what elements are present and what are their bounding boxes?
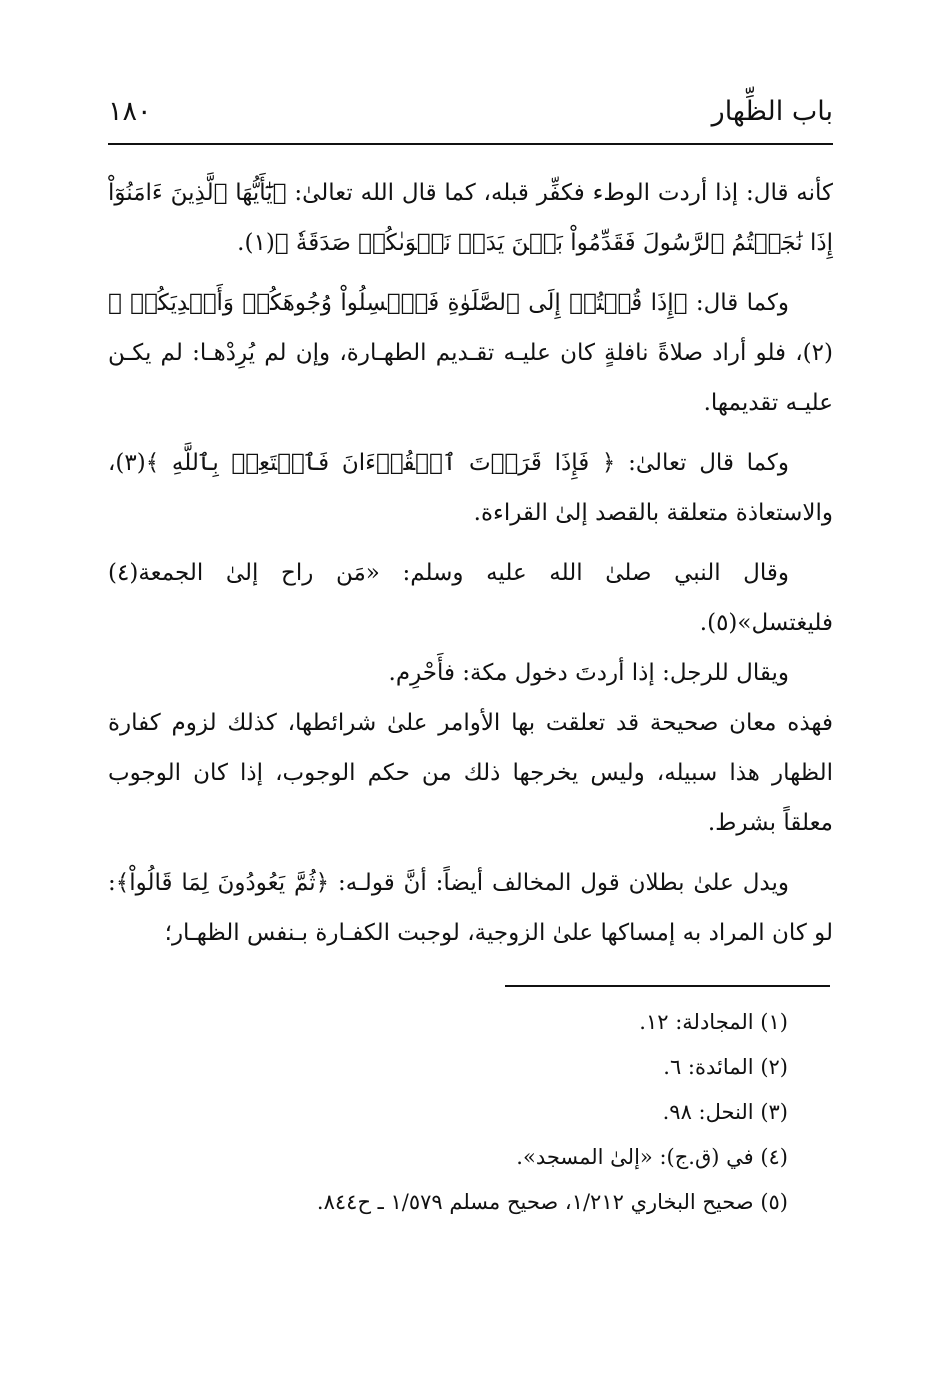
paragraph: فهذه معان صحيحة قد تعلقت بها الأوامر علىٰ شرائطها، كذلك لزوم كفارة الظهار هذا سبيله، وليس يخرجها ذلك من حكم الوجوب، إذا كان الوجوب معلقاً بشرط. [108, 710, 833, 836]
footnote: (٥) صحيح البخاري ١/٢١٢، صحيح مسلم ١/٥٧٩ ـ ح٨٤٤. [316, 1190, 788, 1214]
paragraph: ويدل علىٰ بطلان قول المخالف أيضاً: أنَّ قولـه: ﴿ثُمَّ يَعُودُونَ لِمَا قَالُواْ﴾: لو كان المراد به إمساكها علىٰ الزوجية، لوجبت الكفـارة بـنفس الظهـار؛ [108, 870, 833, 946]
paragraph: وكما قال تعالىٰ: ﴿ فَإِذَا قَرَأۡتَ ٱلۡقُرۡءَانَ فَٱسۡتَعِذۡ بِٱللَّهِ ﴾(٣)، والاستعاذة متعلقة بالقصد إلىٰ القراءة. [108, 450, 833, 526]
footnote: (٢) المائدة: ٦. [663, 1055, 788, 1079]
footnote: (١) المجادلة: ١٢. [639, 1010, 788, 1034]
paragraph: وقال النبي صلىٰ الله عليه وسلم: «مَن راح إلىٰ الجمعة(٤) فليغتسل»(٥). [108, 560, 833, 636]
page-number: ١٨٠ [108, 96, 152, 127]
footnote: (٣) النحل: ٩٨. [662, 1100, 788, 1124]
main-text [108, 168, 833, 968]
paragraph: وكما قال: ﴿إِذَا قُمۡتُمۡ إِلَى ٱلصَّلَوٰةِ فَٱغۡسِلُواْ وُجُوهَكُمۡ وَأَيۡدِيَكُمۡ ﴾(٢)، فلو أراد صلاةً نافلةٍ كان عليـه تقـديم الطهـارة، وإن لم يُرِدْهـا: لم يكـن عليـه تقديمها. [108, 290, 833, 416]
page-header [108, 92, 833, 140]
paragraph: كأنه قال: إذا أردت الوطء فكفِّر قبله، كما قال الله تعالىٰ: ﴿يَٰٓأَيُّهَا ٱلَّذِينَ ءَامَنُوٓاْ إِذَا نَٰجَيۡتُمُ ٱلرَّسُولَ فَقَدِّمُواْ بَيۡنَ يَدَيۡ نَجۡوَىٰكُمۡ صَدَقَةٗ ﴾(١). [108, 180, 833, 256]
paragraph: ويقال للرجل: إذا أردتَ دخول مكة: فأَحْرِم. [388, 660, 789, 686]
footnotes [108, 1000, 788, 1225]
header-rule [108, 143, 833, 145]
footnote-rule [505, 985, 830, 987]
footnote: (٤) في (ق.ج): «إلىٰ المسجد». [516, 1145, 788, 1169]
chapter-title: باب الظِّهار [711, 96, 833, 127]
